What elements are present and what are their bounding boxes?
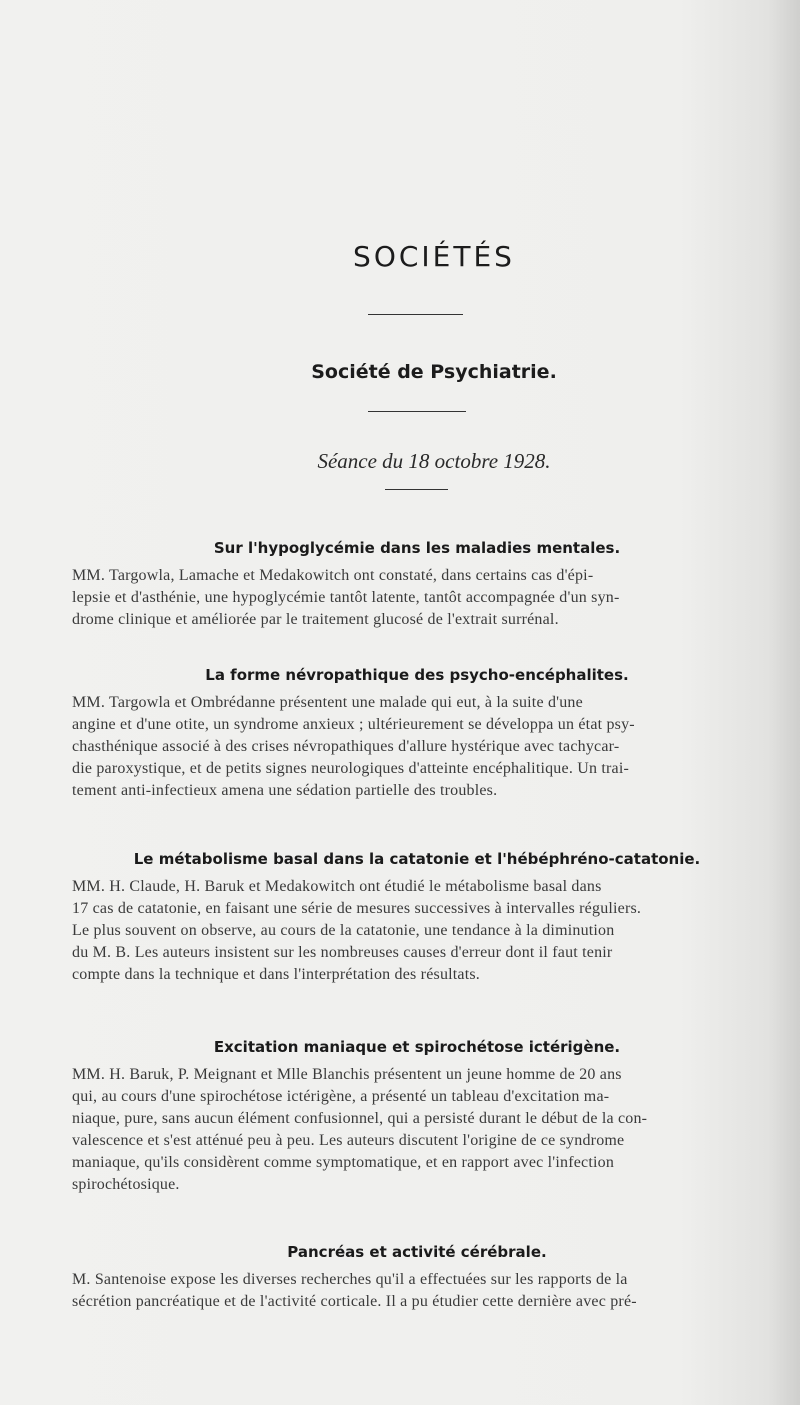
divider	[385, 489, 448, 490]
section-body	[72, 876, 762, 986]
text-line: valescence et s'est atténué peu à peu. Les auteurs discutent l'origine de ce syndrome	[72, 1132, 625, 1149]
section-pancreas	[72, 1243, 762, 1313]
section-hypoglycemie	[72, 539, 762, 631]
session-date: Séance du 18 octobre 1928.	[317, 449, 551, 473]
text-line: spirochétosique.	[72, 1176, 180, 1193]
text-line: MM. H. Baruk, P. Meignant et Mlle Blanchis présentent un jeune homme de 20 ans	[72, 1066, 622, 1083]
section-heading: Pancréas et activité cérébrale.	[287, 1243, 547, 1261]
text-line: tement anti-infectieux amena une sédation partielle des troubles.	[72, 782, 498, 799]
text-line: niaque, pure, sans aucun élément confusionnel, qui a persisté durant le début de la con-	[72, 1110, 648, 1127]
section-body	[72, 692, 762, 802]
text-line: chasthénique associé à des crises névropathiques d'allure hystérique avec tachycar-	[72, 738, 620, 755]
text-line: compte dans la technique et dans l'interprétation des résultats.	[72, 966, 481, 983]
text-line: du M. B. Les auteurs insistent sur les nombreuses causes d'erreur dont il faut tenir	[72, 944, 613, 961]
text-line: M. Santenoise expose les diverses recherches qu'il a effectuées sur les rapports de la	[72, 1271, 628, 1288]
section-metabolisme-basal	[72, 850, 762, 986]
section-body	[72, 1064, 762, 1196]
section-body	[72, 565, 762, 631]
section-heading: Sur l'hypoglycémie dans les maladies mentales.	[213, 539, 621, 557]
text-line: MM. Targowla et Ombrédanne présentent une malade qui eut, à la suite d'une	[72, 694, 583, 711]
text-line: Le plus souvent on observe, au cours de la catatonie, une tendance à la diminution	[72, 922, 615, 939]
divider	[368, 411, 466, 412]
divider	[368, 314, 463, 315]
text-line: angine et d'une otite, un syndrome anxieux ; ultérieurement se développa un état psy-	[72, 716, 635, 733]
text-line: die paroxystique, et de petits signes neurologiques d'atteinte encéphalitique. Un trai-	[72, 760, 630, 777]
section-excitation-maniaque	[72, 1038, 762, 1196]
text-line: MM. Targowla, Lamache et Medakowitch ont constaté, dans certains cas d'épi-	[72, 567, 594, 584]
section-heading: Excitation maniaque et spirochétose ictérigène.	[213, 1038, 621, 1056]
text-line: 17 cas de catatonie, en faisant une série de mesures successives à intervalles réguliers.	[72, 900, 642, 917]
section-body	[72, 1269, 762, 1313]
section-psycho-encephalites	[72, 666, 762, 802]
page-title: SOCIÉTÉS	[353, 240, 515, 273]
section-heading: La forme névropathique des psycho-encéphalites.	[205, 666, 629, 684]
text-line: lepsie et d'asthénie, une hypoglycémie tantôt latente, tantôt accompagnée d'un syn-	[72, 589, 620, 606]
text-line: drome clinique et améliorée par le traitement glucosé de l'extrait surrénal.	[72, 611, 559, 628]
text-line: qui, au cours d'une spirochétose ictérigène, a présenté un tableau d'excitation ma-	[72, 1088, 610, 1105]
section-heading: Le métabolisme basal dans la catatonie et l'hébéphréno-catatonie.	[133, 850, 701, 868]
text-line: sécrétion pancréatique et de l'activité corticale. Il a pu étudier cette dernière avec pré-	[72, 1293, 637, 1310]
society-title: Société de Psychiatrie.	[311, 361, 557, 383]
text-line: maniaque, qu'ils considèrent comme symptomatique, et en rapport avec l'infection	[72, 1154, 615, 1171]
text-line: MM. H. Claude, H. Baruk et Medakowitch ont étudié le métabolisme basal dans	[72, 878, 602, 895]
